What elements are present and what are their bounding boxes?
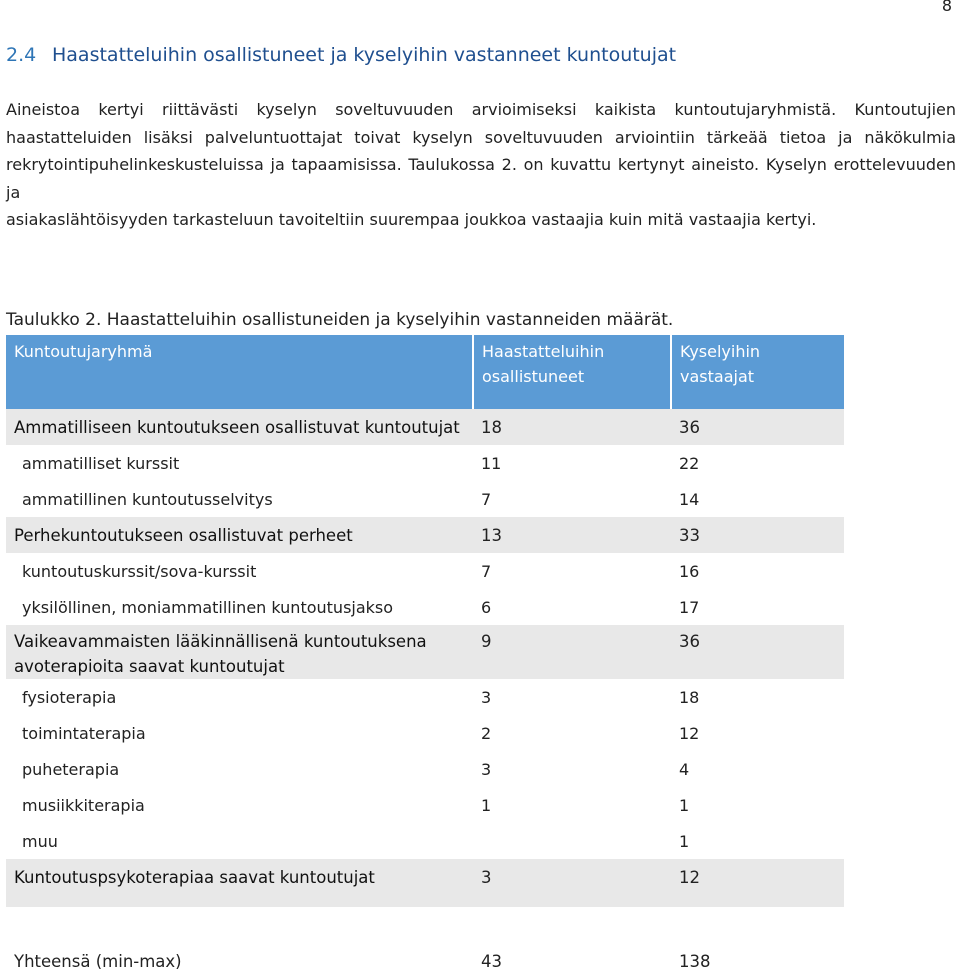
table-caption [6, 310, 673, 330]
survey-count: 17 [671, 589, 844, 625]
section-heading [6, 44, 676, 66]
row-label: Vaikeavammaisten lääkinnällisenä kuntoutuksena avoterapioita saavat kuntoutujat [6, 625, 473, 679]
survey-count: 4 [671, 751, 844, 787]
interviews-count [473, 823, 671, 859]
row-label: Yhteensä (min-max) [6, 943, 473, 979]
interviews-count: 13 [473, 517, 671, 553]
row-label: ammatillinen kuntoutusselvitys [6, 481, 473, 517]
survey-count: 1 [671, 787, 844, 823]
page-number: 8 [941, 0, 952, 15]
group-row [6, 517, 844, 553]
interviews-count: 7 [473, 553, 671, 589]
data-table [6, 335, 844, 979]
interviews-count: 6 [473, 589, 671, 625]
header-group: Kuntoutujaryhmä [6, 335, 473, 409]
row-label: puheterapia [6, 751, 473, 787]
row-label: Kuntoutuspsykoterapiaa saavat kuntoutujat [6, 859, 473, 895]
table-row [6, 751, 844, 787]
caption-text: Haastatteluihin osallistuneiden ja kyselyihin vastanneiden määrät. [101, 310, 674, 330]
group-row [6, 859, 844, 895]
survey-count: 16 [671, 553, 844, 589]
group-row [6, 625, 844, 679]
row-label: muu [6, 823, 473, 859]
spacer-row [6, 907, 844, 943]
table-row [6, 787, 844, 823]
survey-count: 12 [671, 859, 844, 895]
paragraph-main: Aineistoa kertyi riittävästi kyselyn soveltuvuuden arvioimiseksi kaikista kuntoutujaryhmistä. Kuntoutujien haastatteluiden lisäksi palveluntuottajat toivat kyselyn soveltuvuuden arviointiin tärkeää tietoa ja näkökulmia rekrytointipuhelinkeskusteluissa ja tapaamisissa. Taulukossa 2. on kuvattu kertynyt aineisto. Kyselyn erottelevuuden ja [6, 100, 956, 202]
survey-count: 18 [671, 679, 844, 715]
table-row [6, 589, 844, 625]
section-title: Haastatteluihin osallistuneet ja kyselyihin vastanneet kuntoutujat [52, 44, 677, 66]
row-label: musiikkiterapia [6, 787, 473, 823]
spacer-row [6, 895, 844, 907]
row-label: Ammatilliseen kuntoutukseen osallistuvat kuntoutujat [6, 409, 473, 445]
row-label: toimintaterapia [6, 715, 473, 751]
table-row [6, 553, 844, 589]
row-label: yksilöllinen, moniammatillinen kuntoutusjakso [6, 589, 473, 625]
row-label: fysioterapia [6, 679, 473, 715]
table-row [6, 481, 844, 517]
interviews-count: 3 [473, 679, 671, 715]
row-label: ammatilliset kurssit [6, 445, 473, 481]
table-header-row [6, 335, 844, 409]
table-row [6, 715, 844, 751]
interviews-count: 43 [473, 943, 671, 979]
section-number: 2.4 [6, 44, 37, 66]
total-row [6, 943, 844, 979]
interviews-count: 3 [473, 859, 671, 895]
interviews-count: 9 [473, 625, 671, 679]
survey-count: 12 [671, 715, 844, 751]
row-label: kuntoutuskurssit/sova-kurssit [6, 553, 473, 589]
table-row [6, 445, 844, 481]
survey-count: 1 [671, 823, 844, 859]
interviews-count: 2 [473, 715, 671, 751]
header-interviews: Haastatteluihin osallistuneet [473, 335, 671, 409]
body-paragraph [6, 96, 956, 234]
survey-count: 138 [671, 943, 844, 979]
survey-count: 36 [671, 409, 844, 445]
table-body [6, 409, 844, 979]
interviews-count: 18 [473, 409, 671, 445]
row-label: Perhekuntoutukseen osallistuvat perheet [6, 517, 473, 553]
interviews-count: 3 [473, 751, 671, 787]
header-survey: Kyselyihin vastaajat [671, 335, 844, 409]
survey-count: 33 [671, 517, 844, 553]
interviews-count: 7 [473, 481, 671, 517]
interviews-count: 1 [473, 787, 671, 823]
survey-count: 22 [671, 445, 844, 481]
caption-label: Taulukko 2. [6, 310, 102, 330]
table-row [6, 823, 844, 859]
interviews-count: 11 [473, 445, 671, 481]
survey-count: 36 [671, 625, 844, 679]
paragraph-last-line: asiakaslähtöisyyden tarkasteluun tavoiteltiin suurempaa joukkoa vastaajia kuin mitä vastaajia kertyi. [6, 210, 817, 229]
survey-count: 14 [671, 481, 844, 517]
group-row [6, 409, 844, 445]
table-row [6, 679, 844, 715]
